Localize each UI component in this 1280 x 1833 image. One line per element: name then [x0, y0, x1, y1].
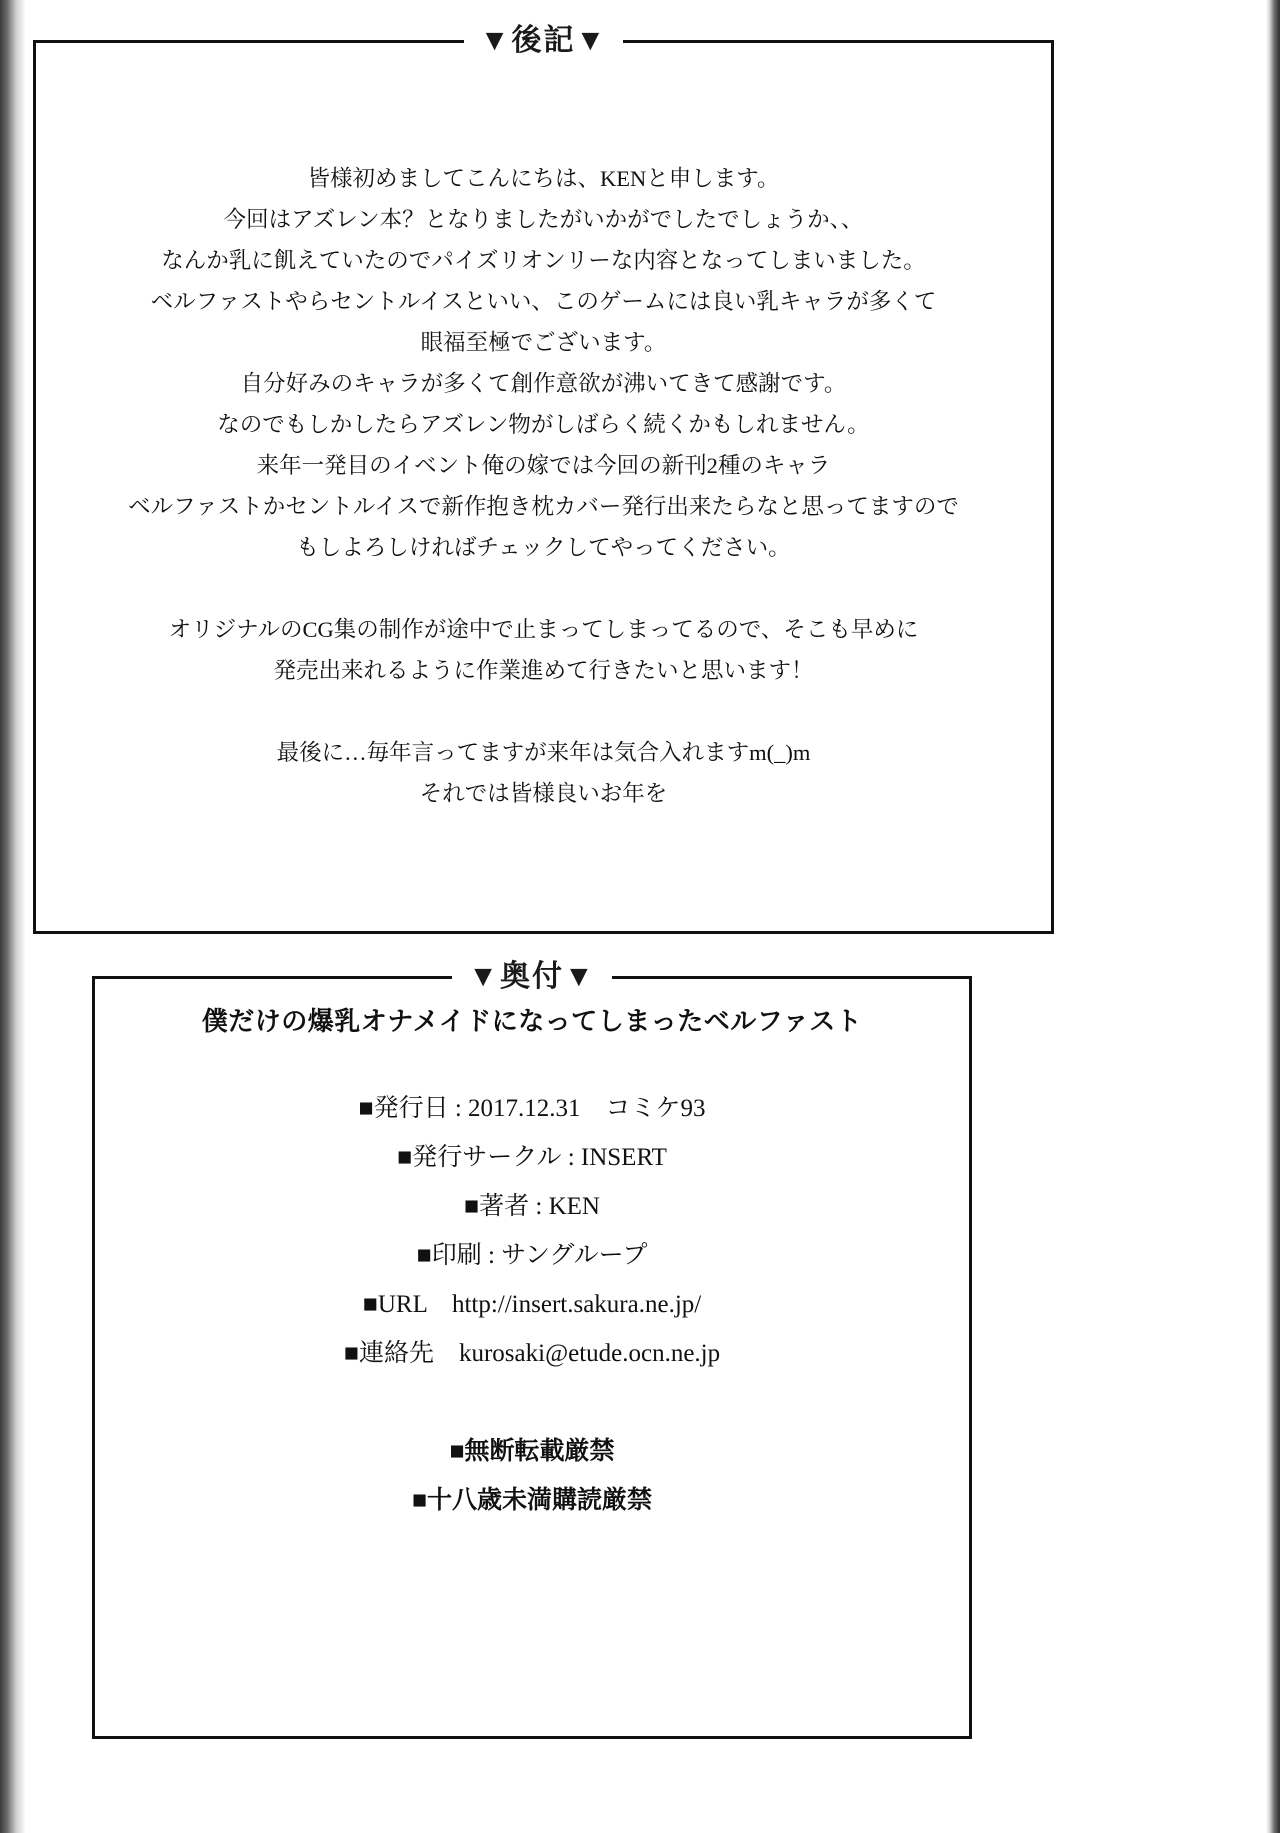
colophon-details [95, 1084, 969, 1525]
heading-rule-right [612, 976, 742, 979]
heading-rule-left [284, 40, 464, 43]
colophon-notice-reprint: ■無断転載厳禁 [449, 1438, 615, 1465]
colophon-heading [95, 957, 969, 997]
colophon-entry-circle: ■発行サークル : INSERT [397, 1144, 667, 1171]
colophon-entry-url: ■URL http://insert.sakura.ne.jp/ [362, 1291, 702, 1318]
afterword-line: 今回はアズレン本？となりましたがいかがでしたでしょうか、、 [223, 207, 864, 232]
afterword-line: なのでもしかしたらアズレン物がしばらく続くかもしれません。 [217, 412, 870, 437]
afterword-body [36, 158, 1051, 814]
heading-rule-right [623, 40, 803, 43]
colophon-panel [92, 960, 972, 1739]
colophon-entry-contact: ■連絡先 kurosaki@etude.ocn.ne.jp [343, 1340, 721, 1367]
afterword-line: 皆様初めましてこんにちは、KENと申します。 [307, 166, 780, 191]
colophon-entry-author: ■著者 : KEN [464, 1193, 600, 1220]
afterword-line: ベルファストかセントルイスで新作抱き枕カバー発行出来たらなと思ってますので [128, 494, 959, 519]
afterword-line: もしよろしければチェックしてやってください。 [296, 535, 791, 560]
afterword-heading-text: ▼後記▼ [464, 21, 623, 61]
afterword-line: なんか乳に飢えていたのでパイズリオンリーな内容となってしまいました。 [161, 248, 926, 273]
afterword-line: 自分好みのキャラが多くて創作意欲が沸いてきて感謝です。 [240, 371, 847, 396]
book-title: 僕だけの爆乳オナメイドになってしまったベルファスト [201, 1007, 863, 1036]
afterword-line: 来年一発目のイベント俺の嫁では今回の新刊2種のキャラ [256, 453, 831, 478]
scan-edge-left [0, 0, 26, 1833]
scan-edge-right [1266, 0, 1280, 1833]
afterword-heading [36, 21, 1051, 61]
afterword-line: オリジナルのCG集の制作が途中で止まってしまってるので、そこも早めに [168, 617, 919, 642]
afterword-line: 発売出来れるように作業進めて行きたいと思います！ [273, 658, 814, 683]
afterword-line: 最後に…毎年言ってますが来年は気合入れますm(_)m [276, 740, 811, 765]
colophon-notice-age: ■十八歳未満購読厳禁 [411, 1487, 653, 1514]
afterword-line: 眼福至極でございます。 [420, 330, 667, 355]
colophon-entry-printer: ■印刷 : サングループ [416, 1242, 648, 1269]
afterword-line: ベルファストやらセントルイスといい、このゲームには良い乳キャラが多くて [150, 289, 937, 314]
heading-rule-left [322, 976, 452, 979]
afterword-panel [33, 24, 1054, 934]
colophon-heading-text: ▼奥付▼ [452, 957, 611, 997]
afterword-line: それでは皆様良いお年を [419, 781, 668, 806]
colophon-entry-publish-date: ■発行日 : 2017.12.31 コミケ93 [358, 1095, 706, 1122]
